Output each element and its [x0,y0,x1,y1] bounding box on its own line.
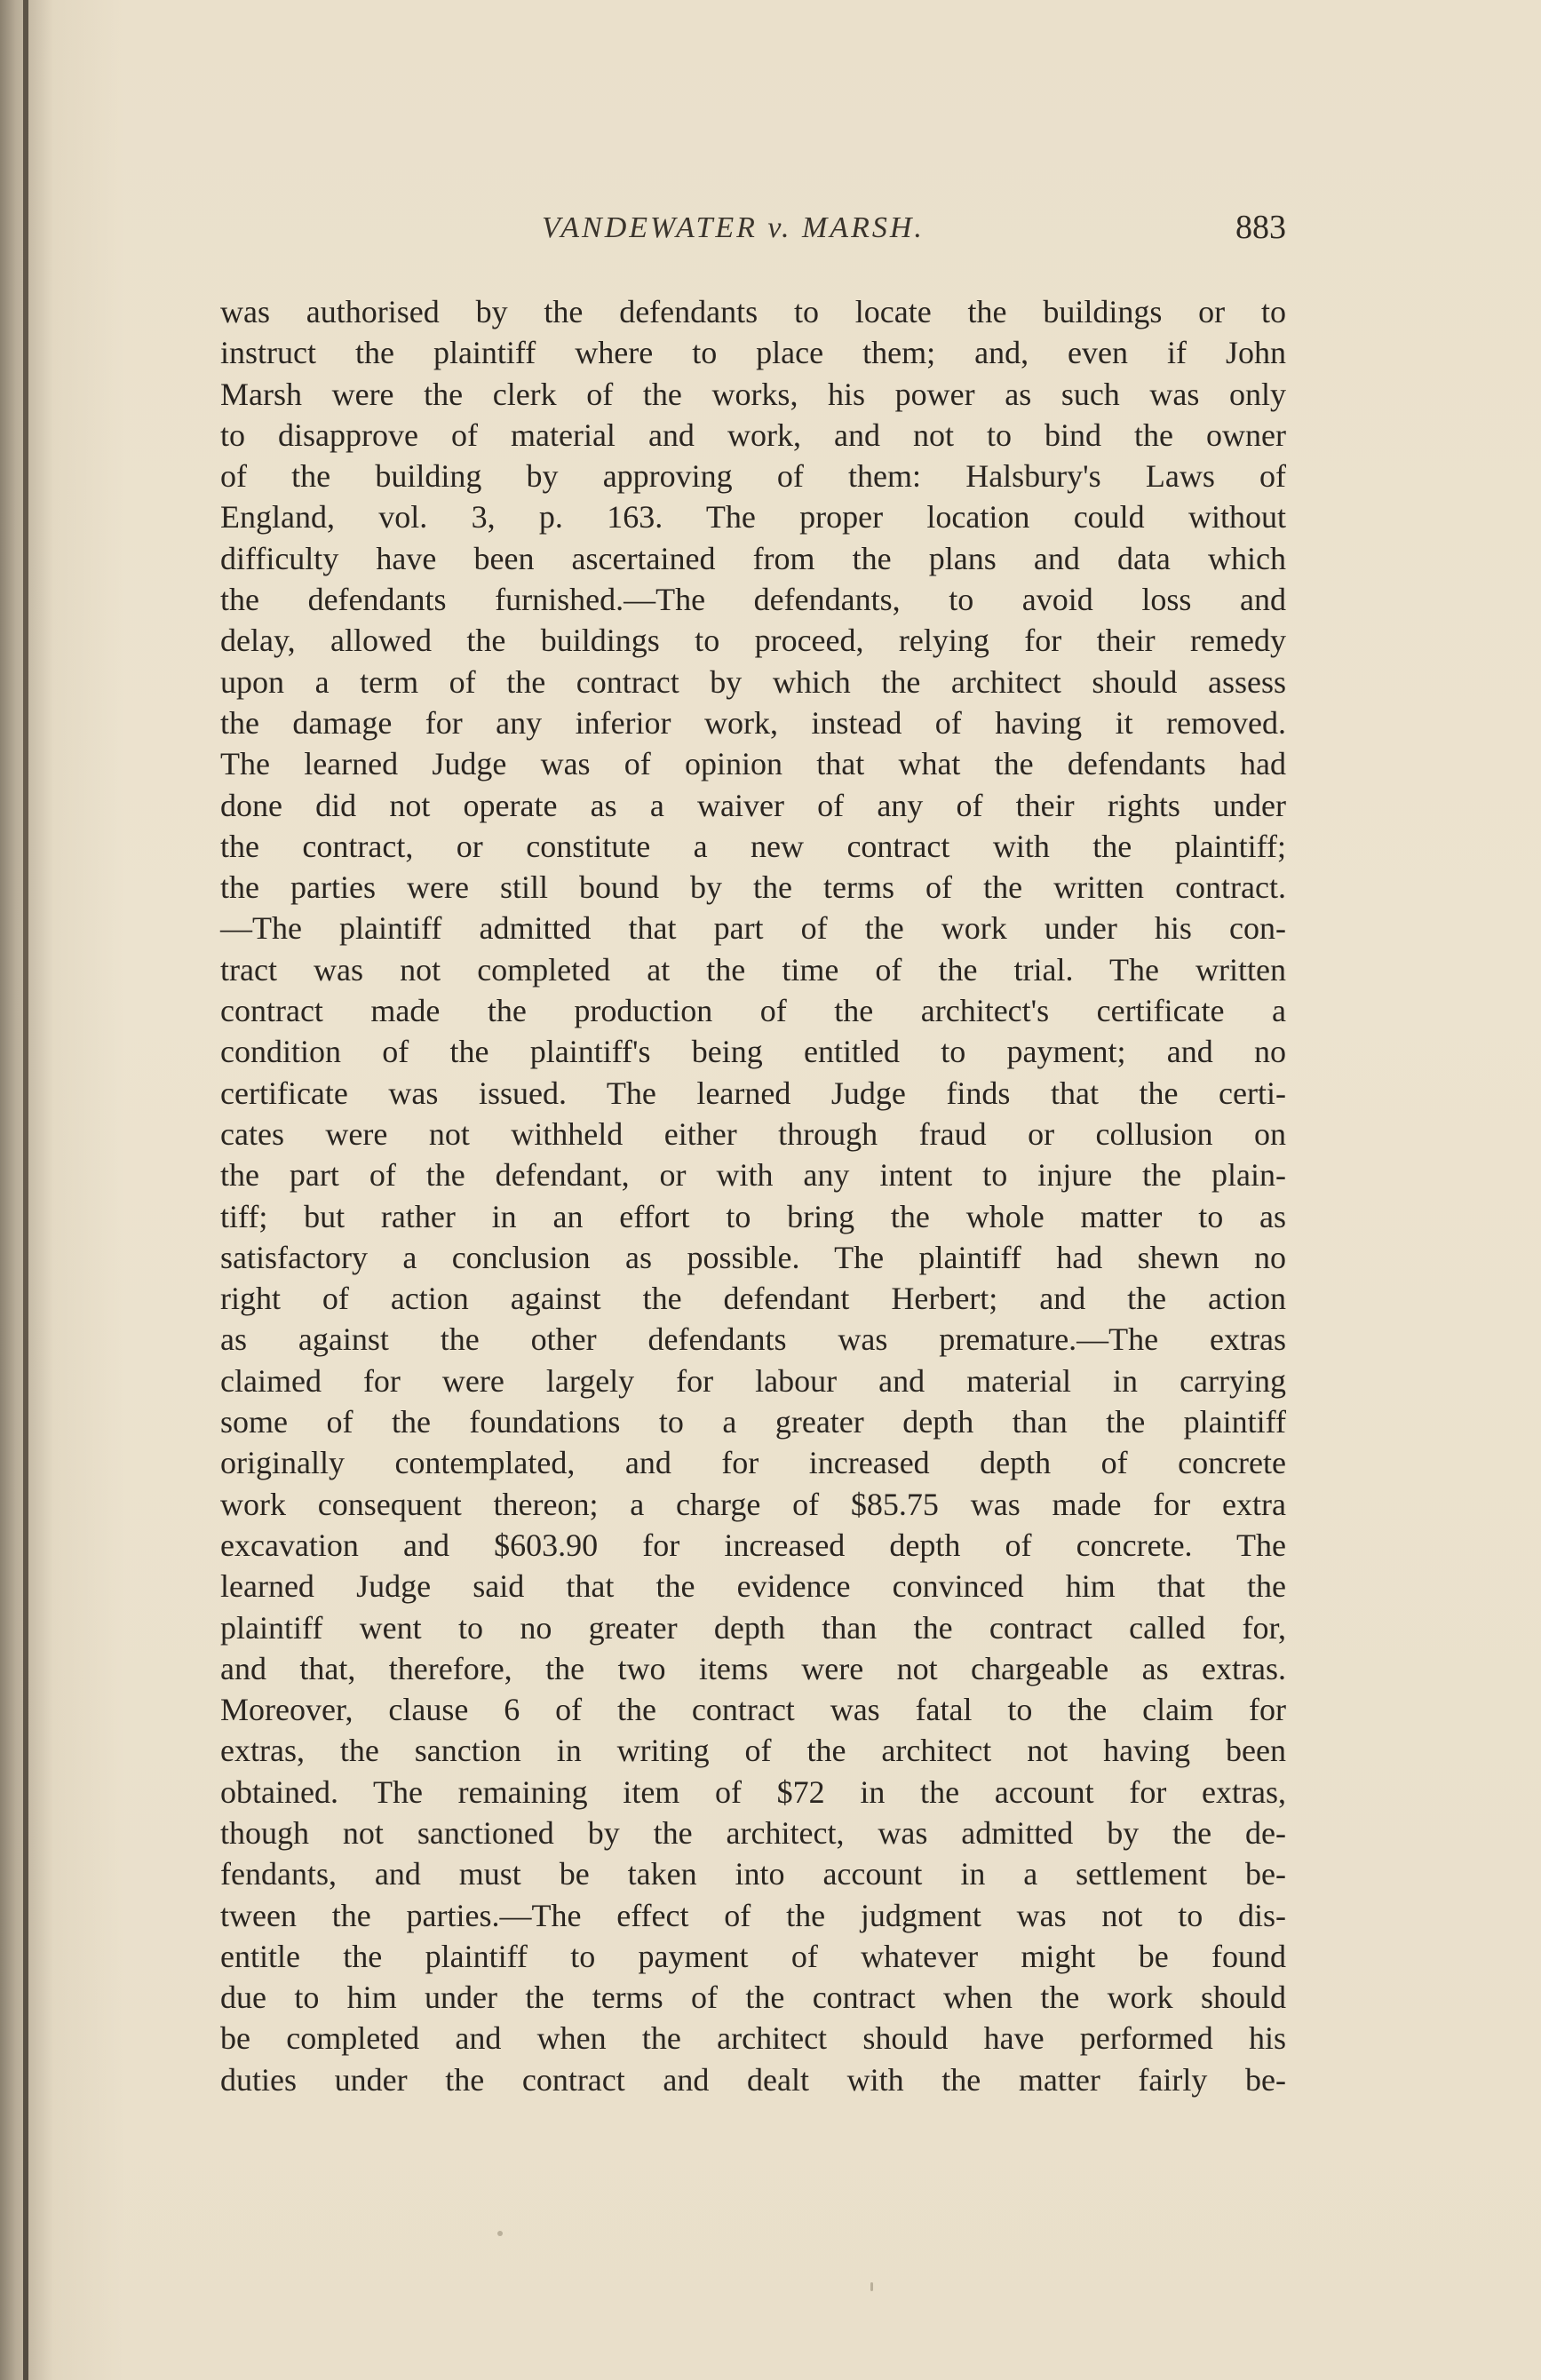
text-line: contract made the production of the architect's certificate a [220,993,1286,1029]
text-line: as against the other defendants was premature.—The extras [220,1321,1286,1358]
text-line: certificate was issued. The learned Judge finds that the certi- [220,1075,1286,1111]
text-line: the defendants furnished.—The defendants, to avoid loss and [220,582,1286,618]
text-line: entitle the plaintiff to payment of whatever might be found [220,1938,1286,1974]
text-line: tween the parties.—The effect of the judgment was not to dis- [220,1897,1286,1933]
text-line: and that, therefore, the two items were not chargeable as extras. [220,1650,1286,1686]
text-line: originally contemplated, and for increased depth of concrete [220,1445,1286,1481]
text-line: some of the foundations to a greater depth than the plaintiff [220,1404,1286,1440]
paper-speck [497,2231,503,2236]
text-line: The learned Judge was of opinion that what the defendants had [220,746,1286,782]
text-line: difficulty have been ascertained from the plans and data which [220,540,1286,576]
page-header [220,211,1286,256]
text-line: was authorised by the defendants to locate the buildings or to [220,294,1286,329]
paper-speck [870,2282,873,2291]
page-number: 883 [1235,209,1286,246]
text-line: tract was not completed at the time of the trial. The written [220,951,1286,988]
text-line: cates were not withheld either through fraud or collusion on [220,1115,1286,1152]
text-line: satisfactory a conclusion as possible. The plaintiff had shewn no [220,1239,1286,1275]
text-line: work consequent thereon; a charge of $85.75 was made for extra [220,1486,1286,1522]
text-line: excavation and $603.90 for increased depth of concrete. The [220,1527,1286,1563]
text-line: —The plaintiff admitted that part of the work under his con- [220,910,1286,947]
text-line: England, vol. 3, p. 163. The proper location could without [220,499,1286,536]
text-line: instruct the plaintiff where to place them; and, even if John [220,335,1286,371]
text-line: though not sanctioned by the architect, was admitted by the de- [220,1814,1286,1851]
text-line: fendants, and must be taken into account in a settlement be- [220,1856,1286,1892]
text-line: learned Judge said that the evidence convinced him that the [220,1568,1286,1605]
text-line: claimed for were largely for labour and material in carrying [220,1362,1286,1399]
text-line: Marsh were the clerk of the works, his power as such was only [220,376,1286,412]
text-line: to disapprove of material and work, and not to bind the owner [220,416,1286,453]
text-line: plaintiff went to no greater depth than the contract called for, [220,1609,1286,1646]
text-line: the contract, or constitute a new contract with the plaintiff; [220,828,1286,864]
text-line: condition of the plaintiff's being entitled to payment; and no [220,1034,1286,1070]
text-line: extras, the sanction in writing of the architect not having been [220,1733,1286,1769]
binding-shadow [23,0,28,2380]
text-line: upon a term of the contract by which the architect should assess [220,663,1286,700]
text-line: be completed and when the architect should have performed his [220,2020,1286,2057]
text-line: done did not operate as a waiver of any of their rights under [220,787,1286,823]
text-line: Moreover, clause 6 of the contract was fatal to the claim for [220,1692,1286,1728]
text-line: tiff; but rather in an effort to bring the whole matter to as [220,1198,1286,1234]
body-text [220,291,1286,2100]
text-line: the part of the defendant, or with any intent to injure the plain- [220,1157,1286,1194]
text-line: the parties were still bound by the terms of the written contract. [220,869,1286,906]
running-head: VANDEWATER v. MARSH. [542,211,925,244]
text-line: delay, allowed the buildings to proceed, relying for their remedy [220,623,1286,659]
text-line: due to him under the terms of the contract when the work should [220,1979,1286,2016]
text-line: right of action against the defendant Herbert; and the action [220,1281,1286,1317]
text-line: duties under the contract and dealt with the matter fairly be- [220,2061,1286,2098]
text-line: the damage for any inferior work, instead of having it removed. [220,704,1286,741]
text-line: of the building by approving of them: Halsbury's Laws of [220,458,1286,495]
text-line: obtained. The remaining item of $72 in the account for extras, [220,1773,1286,1810]
